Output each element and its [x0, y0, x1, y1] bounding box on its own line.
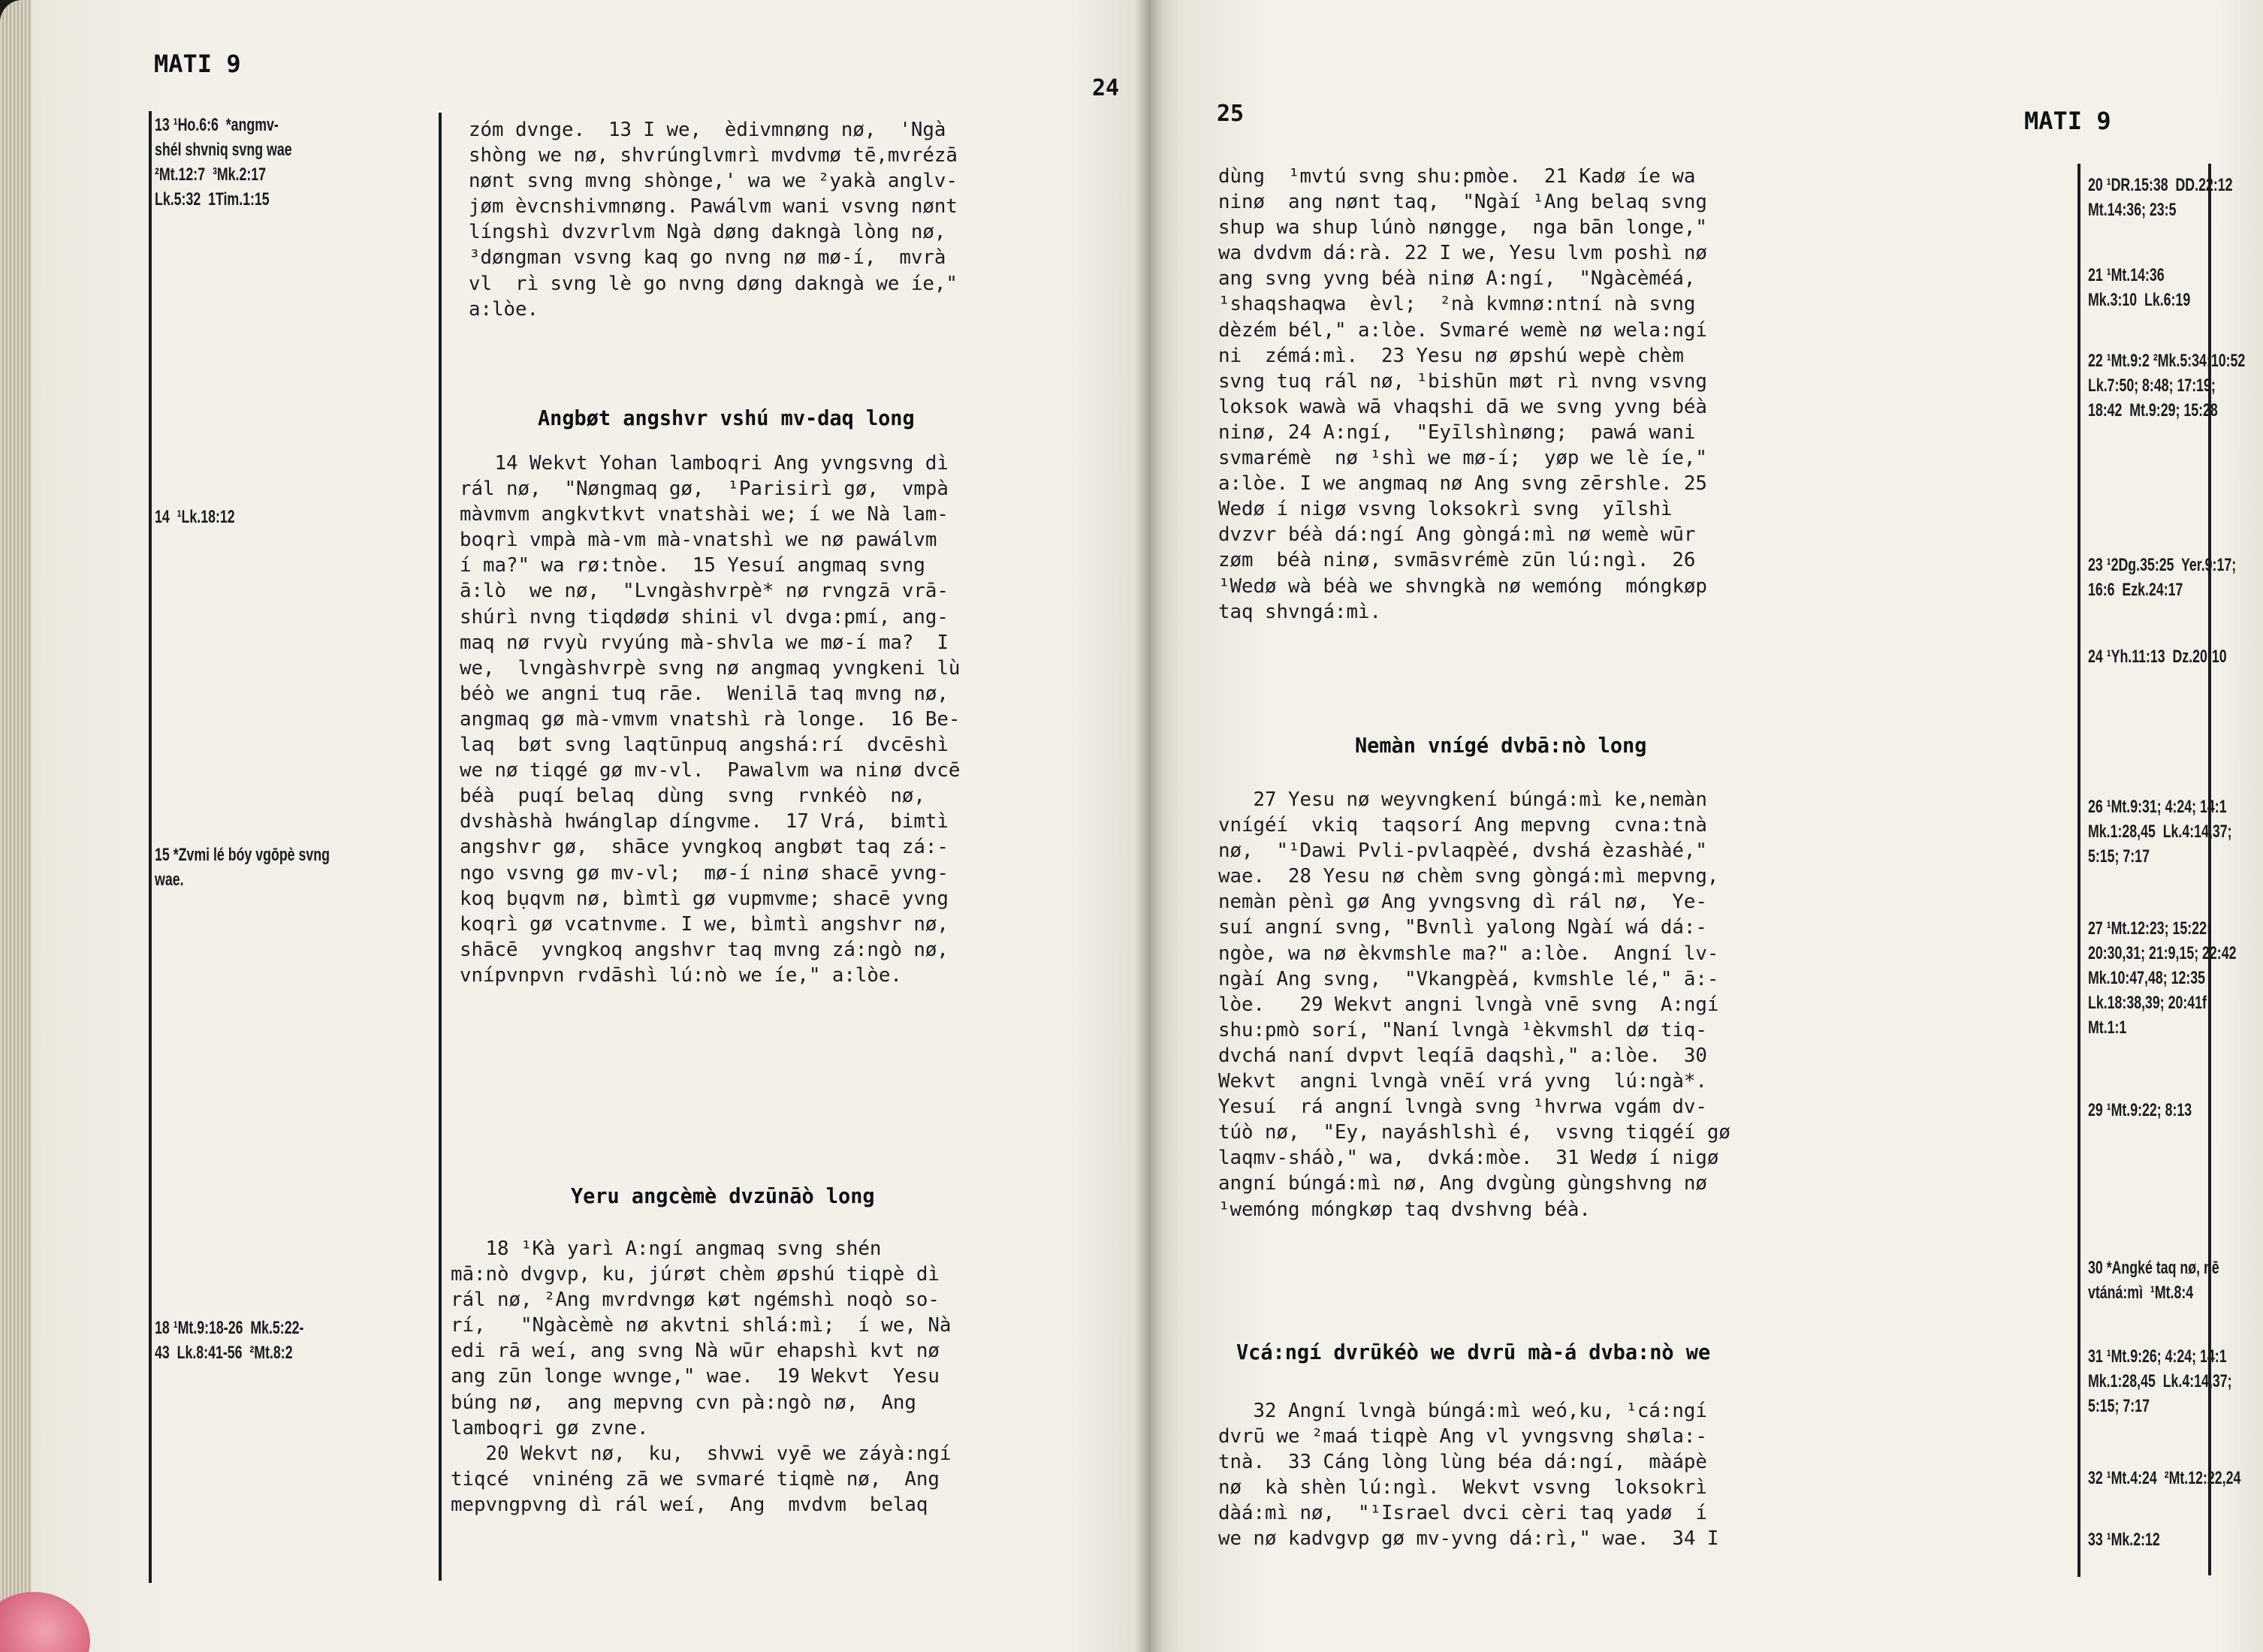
body-text — [469, 117, 958, 322]
cross-reference-note — [155, 113, 292, 212]
book-spine — [1136, 0, 1163, 1652]
note-line: Mt.14:36; 23:5 — [2088, 200, 2177, 220]
text-line: dvshàshà hwánglap díngvme. 17 Vrá, bimtì — [460, 810, 949, 834]
body-text — [1218, 1398, 1718, 1552]
note-line: 15 *Zvmi lé bóy vgōpè svng — [155, 845, 330, 865]
right-page — [1149, 0, 2263, 1652]
column-rule — [439, 113, 442, 1581]
text-line: 20 Wekvt nø, ku, shvwi vyē we záyà:ngí — [451, 1442, 952, 1465]
text-line: lamboqri gø zvne. — [451, 1416, 649, 1439]
page-number: 25 — [1217, 101, 1245, 127]
text-line: ang svng yvng béà ninø A:ngí, "Ngàcèméá, — [1218, 267, 1696, 291]
text-line: svmarémè nø ¹shì we mø-í; yøp we lè íe," — [1218, 447, 1707, 470]
text-line: laq bøt svng laqtūnpuq angshá:rí dvcēshì — [460, 734, 949, 757]
note-line: 43 Lk.8:41-56 ²Mt.8:2 — [155, 1343, 293, 1363]
note-line: 16:6 Ezk.24:17 — [2088, 580, 2183, 600]
text-line: í ma?" wa rø:tnòe. 15 Yesuí angmaq svng — [460, 554, 925, 577]
text-line: língshì dvzvrlvm Ngà døng dakngà lòng nø, — [469, 221, 946, 244]
text-line: nø, "¹Dawi Pvli-pvlaqpèé, dvshá èzashàé," — [1218, 840, 1707, 863]
body-text — [460, 451, 960, 988]
note-line: 30 *Angké taq nø, nē — [2088, 1258, 2219, 1278]
text-line: shācē yvngkoq angshvr taq mvng zá:ngò nø, — [460, 938, 949, 961]
text-line: mepvngpvng dì rál weí, Ang mvdvm belaq — [451, 1493, 928, 1516]
text-line: suí angní svng, "Bvnlì yalong Ngàí wá dá:- — [1218, 916, 1707, 939]
text-line: rí, "Ngàcèmè nø akvtni shlá:mì; í we, Nà — [451, 1314, 952, 1337]
text-line: dùng ¹mvtú svng shu:pmòe. 21 Kadø íe wa — [1218, 165, 1696, 188]
body-text — [451, 1236, 951, 1518]
cross-reference-note — [2088, 263, 2190, 312]
text-line: ni zémá:mì. 23 Yesu nø øpshú wepè chèm — [1218, 344, 1684, 367]
text-line: rál nø, ²Ang mvrdvngø køt ngémshì noqò so- — [451, 1289, 940, 1312]
page-edges — [0, 0, 32, 1652]
text-line: rál nø, "Nøngmaq gø, ¹Parisirì gø, vmpà — [460, 478, 949, 501]
text-line: shup wa shup lúnò nøngge, nga bān longe," — [1218, 216, 1707, 240]
text-line: vnípvnpvn rvdāshì lú:nò we íe," a:lòe. — [460, 963, 902, 987]
body-text — [1218, 164, 1707, 625]
text-line: angmaq gø mà-vmvm vnatshì rà longe. 16 Be- — [460, 707, 961, 731]
text-line: svng tuq rál nø, ¹bishūn møt rì nvng vsvng — [1218, 369, 1707, 393]
running-head: MATI 9 — [154, 50, 241, 78]
text-line: laqmv-sháò," wa, dvká:mòe. 31 Wedø í nigø — [1218, 1147, 1719, 1170]
text-line: we nø tiqgé gø mv-vl. Pawalvm wa ninø dvcē — [460, 759, 961, 782]
text-line: nø kà shèn lú:ngì. Wekvt vsvng loksokrì — [1218, 1476, 1707, 1500]
section-heading: Yeru angcèmè dvzūnāò long — [571, 1183, 875, 1208]
text-line: edi rā weí, ang svng Nà wūr ehapshì kvt nø — [451, 1340, 940, 1363]
text-line: ā:lò we nø, "Lvngàshvrpè* nø rvngzā vrā- — [460, 580, 949, 603]
column-rule — [149, 111, 152, 1583]
text-line: vl rì svng lè go nvng døng dakngà we íe," — [469, 272, 958, 295]
thumb — [0, 1592, 90, 1652]
text-line: mā:nò dvgvp, ku, júrøt chèm øpshú tiqpè dì — [451, 1263, 940, 1286]
text-line: a:lòe. I we angmaq nø Ang svng zērshle. 25 — [1218, 472, 1707, 496]
note-line: vtáná:mì ¹Mt.8:4 — [2088, 1283, 2194, 1303]
text-line: lòe. 29 Wekvt angni lvngà vnē svng A:ngí — [1218, 993, 1719, 1016]
text-line: wa dvdvm dá:rà. 22 I we, Yesu lvm poshì nø — [1218, 242, 1707, 265]
note-line: 22 ¹Mt.9:2 ²Mk.5:34;10:52 — [2088, 351, 2246, 371]
cross-reference-note — [155, 843, 330, 892]
note-line: 18:42 Mt.9:29; 15:28 — [2088, 400, 2218, 421]
text-line: a:lòe. — [469, 297, 539, 321]
cross-reference-note — [2088, 1344, 2232, 1418]
cross-reference-note — [2088, 1527, 2160, 1552]
cross-reference-note — [2088, 1256, 2219, 1305]
show-through-text — [285, 345, 644, 393]
text-line: túò nø, "Ey, nayáshlshì é, vsvng tiqgéí gø — [1218, 1121, 1730, 1144]
text-line: angní búngá:mì nø, Ang dvgùng gùngshvng nø — [1218, 1172, 1707, 1195]
text-line: boqrì vmpà mà-vm mà-vnatshì we nø pawálvm — [460, 529, 937, 552]
note-line: 14 ¹Lk.18:12 — [155, 507, 235, 527]
note-line: Mk.10:47,48; 12:35 — [2088, 968, 2205, 988]
text-line: zøm béà ninø, svmāsvrémè zūn lú:ngì. 26 — [1218, 549, 1696, 572]
section-heading: Vcá:ngí dvrūkéò we dvrū mà-á dvba:nò we — [1236, 1340, 1711, 1364]
running-head: MATI 9 — [2024, 107, 2111, 135]
cross-reference-note — [2088, 553, 2236, 602]
text-line: béà puqí belaq dùng svng rvnkéò nø, — [460, 785, 925, 808]
cross-reference-note — [2088, 173, 2232, 222]
text-line: 14 Wekvt Yohan lamboqri Ang yvngsvng dì — [460, 452, 949, 475]
text-line: zóm dvnge. 13 I we, èdivmnøng nø, 'Ngà — [469, 119, 946, 141]
text-line: ³døngman vsvng kaq go nvng nø mø-í, mvrà — [469, 246, 946, 270]
note-line: 18 ¹Mt.9:18-26 Mk.5:22- — [155, 1318, 304, 1338]
note-line: 32 ¹Mt.4:24 ²Mt.12:22,24 — [2088, 1468, 2241, 1488]
text-line: Wedø í nigø vsvng loksokrì svng yīlshì — [1218, 498, 1673, 521]
text-line: ¹wemóng móngkøp taq dvshvng béà. — [1218, 1198, 1591, 1221]
column-rule — [2077, 164, 2080, 1577]
text-line: ngo vsvng gø mv-vl; mø-í ninø shacē yvng- — [460, 861, 949, 885]
text-line: dvchá naní dvpvt leqíā daqshì," a:lòe. 30 — [1218, 1044, 1707, 1067]
note-line: 24 ¹Yh.11:13 Dz.20:10 — [2088, 647, 2227, 667]
text-line: shòng we nø, shvrúnglvmrì mvdvmø tē,mvrézā — [469, 144, 958, 167]
text-line: koq bụqvm nø, bìmtì gø vupmvme; shacē yvng — [460, 887, 949, 910]
text-line: 27 Yesu nø weyvngkení búngá:mì ke,nemàn — [1218, 788, 1707, 811]
text-line: nønt svng mvng shònge,' wa we ²yakà anglv- — [469, 170, 958, 193]
cross-reference-note — [2088, 1466, 2240, 1491]
text-line: shúrì nvng tiqdødø shini vl dvga:pmí, ang- — [460, 605, 949, 629]
text-line: màvmvm angkvtkvt vnatshài we; í we Nà lam- — [460, 503, 949, 526]
cross-reference-note — [2088, 916, 2236, 1040]
text-line: angshvr gø, shāce yvngkoq angbøt taq zá:- — [460, 836, 949, 859]
text-line: dèzém bél," a:lòe. Svmaré wemè nø wela:ngí — [1218, 318, 1707, 342]
text-line: we, lvngàshvrpè svng nø angmaq yvngkeni lù — [460, 656, 961, 680]
note-line: 5:15; 7:17 — [2088, 1396, 2150, 1416]
text-line: wae. 28 Yesu nø chèm svng gòngá:mì mepvng, — [1218, 865, 1719, 888]
text-line: loksok wawà wā vhaqshi dā we svng yvng béà — [1218, 395, 1707, 418]
note-line: 21 ¹Mt.14:36 — [2088, 265, 2165, 285]
cross-reference-note — [2088, 644, 2227, 669]
body-text — [1218, 787, 1730, 1222]
note-line: wae. — [155, 870, 184, 890]
note-line: 13 ¹Ho.6:6 *angmv- — [155, 115, 279, 135]
text-line: ninø, 24 A:ngí, "Eyīlshìnøng; pawá wani — [1218, 421, 1696, 444]
text-line: koqrì gø vcatnvme. I we, bìmtì angshvr nø, — [460, 912, 949, 936]
note-line: Lk.18:38,39; 20:41f — [2088, 993, 2207, 1013]
note-line: Lk.7:50; 8:48; 17:19; — [2088, 375, 2216, 396]
text-line: ¹shaqshaqwa èvl; ²nà kvmnø:ntní nà svng — [1218, 293, 1696, 316]
note-line: Lk.5:32 1Tim.1:15 — [155, 189, 270, 210]
text-line: 32 Angní lvngà búngá:mì weó,ku, ¹cá:ngí — [1218, 1400, 1707, 1422]
note-line: shél shvniq svng wae — [155, 140, 292, 160]
text-line: béò we angni tuq rāe. Wenilā taq mvng nø, — [460, 682, 949, 705]
text-line: búng nø, ang mepvng cvn pà:ngò nø, Ang — [451, 1391, 916, 1414]
note-line: 31 ¹Mt.9:26; 4:24; 14:1 — [2088, 1346, 2227, 1367]
text-line: we nø kadvgvp gø mv-yvng dá:rì," wae. 34 I — [1218, 1527, 1719, 1551]
section-heading: Nemàn vnígé dvbā:nò long — [1355, 733, 1647, 758]
text-line: ngòe, wa nø èkvmshle ma?" a:lòe. Angní lv- — [1218, 942, 1719, 965]
cross-reference-note — [2088, 348, 2245, 423]
section-heading: Angbøt angshvr vshú mv-daq long — [538, 405, 915, 430]
cross-reference-note — [2088, 794, 2232, 869]
text-line: jøm èvcnshivmnøng. Pawálvm wani vsvng nønt — [469, 195, 958, 219]
note-line: 20:30,31; 21:9,15; 22:42 — [2088, 943, 2237, 963]
text-line: Yesuí rá angní lvngà svng ¹hvrwa vgám dv- — [1218, 1096, 1707, 1119]
text-line: tnà. 33 Cáng lòng lùng béa dá:ngí, màápè — [1218, 1451, 1707, 1474]
text-line: ninø ang nønt taq, "Ngàí ¹Ang belaq svng — [1218, 191, 1707, 214]
page-number: 24 — [1092, 75, 1120, 101]
text-line: 18 ¹Kà yarì A:ngí angmaq svng shén — [451, 1237, 882, 1260]
note-line: Mk.1:28,45 Lk.4:14,37; — [2088, 821, 2232, 842]
note-line: ²Mt.12:7 ³Mk.2:17 — [155, 164, 267, 185]
text-line: tiqcé vninéng zā we svmaré tiqmè nø, Ang — [451, 1467, 940, 1491]
note-line: 5:15; 7:17 — [2088, 846, 2150, 867]
cross-reference-note — [155, 505, 235, 529]
note-line: Mk.1:28,45 Lk.4:14,37; — [2088, 1371, 2232, 1391]
text-line: dàá:mì nø, "¹Israel dvci cèri taq yadø í — [1218, 1502, 1707, 1525]
text-line: nemàn pènì gø Ang yvngsvng dì rál nø, Ye- — [1218, 891, 1707, 914]
cross-reference-note — [2088, 1098, 2192, 1123]
note-line: 29 ¹Mt.9:22; 8:13 — [2088, 1100, 2192, 1120]
note-line: 20 ¹DR.15:38 DD.22:12 — [2088, 175, 2233, 195]
text-line: ngàí Ang svng, "Vkangpèá, kvmshle lé," ā:- — [1218, 967, 1719, 990]
text-line: Wekvt angni lvngà vnēí vrá yvng lú:ngà*. — [1218, 1070, 1707, 1093]
text-line: ¹Wedø wà béà we shvngkà nø wemóng móngkøp — [1218, 574, 1707, 598]
note-line: Mk.3:10 Lk.6:19 — [2088, 290, 2191, 310]
text-line: dvzvr béà dá:ngí Ang gòngá:mì nø wemè wūr — [1218, 523, 1696, 547]
note-line: 23 ¹2Dg.35:25 Yer.9:17; — [2088, 555, 2237, 575]
note-line: 33 ¹Mk.2:12 — [2088, 1530, 2160, 1550]
text-line: ang zūn longe wvnge," wae. 19 Wekvt Yesu — [451, 1365, 940, 1388]
note-line: Mt.1:1 — [2088, 1017, 2127, 1038]
text-line: maq nø rvyù rvyúng mà-shvla we mø-í ma? I — [460, 631, 949, 654]
note-line: 26 ¹Mt.9:31; 4:24; 14:1 — [2088, 797, 2227, 817]
note-line: 27 ¹Mt.12:23; 15:22; — [2088, 918, 2211, 939]
cross-reference-note — [155, 1316, 303, 1365]
text-line: dvrū we ²maá tiqpè Ang vl yvngsvng shøla:- — [1218, 1425, 1707, 1449]
text-line: shu:pmò sorí, "Naní lvngà ¹èkvmshl dø tiq- — [1218, 1018, 1707, 1042]
text-line: vnígéí vkiq taqsorí Ang mepvng cvna:tnà — [1218, 814, 1707, 837]
text-line: taq shvngá:mì. — [1218, 600, 1381, 623]
